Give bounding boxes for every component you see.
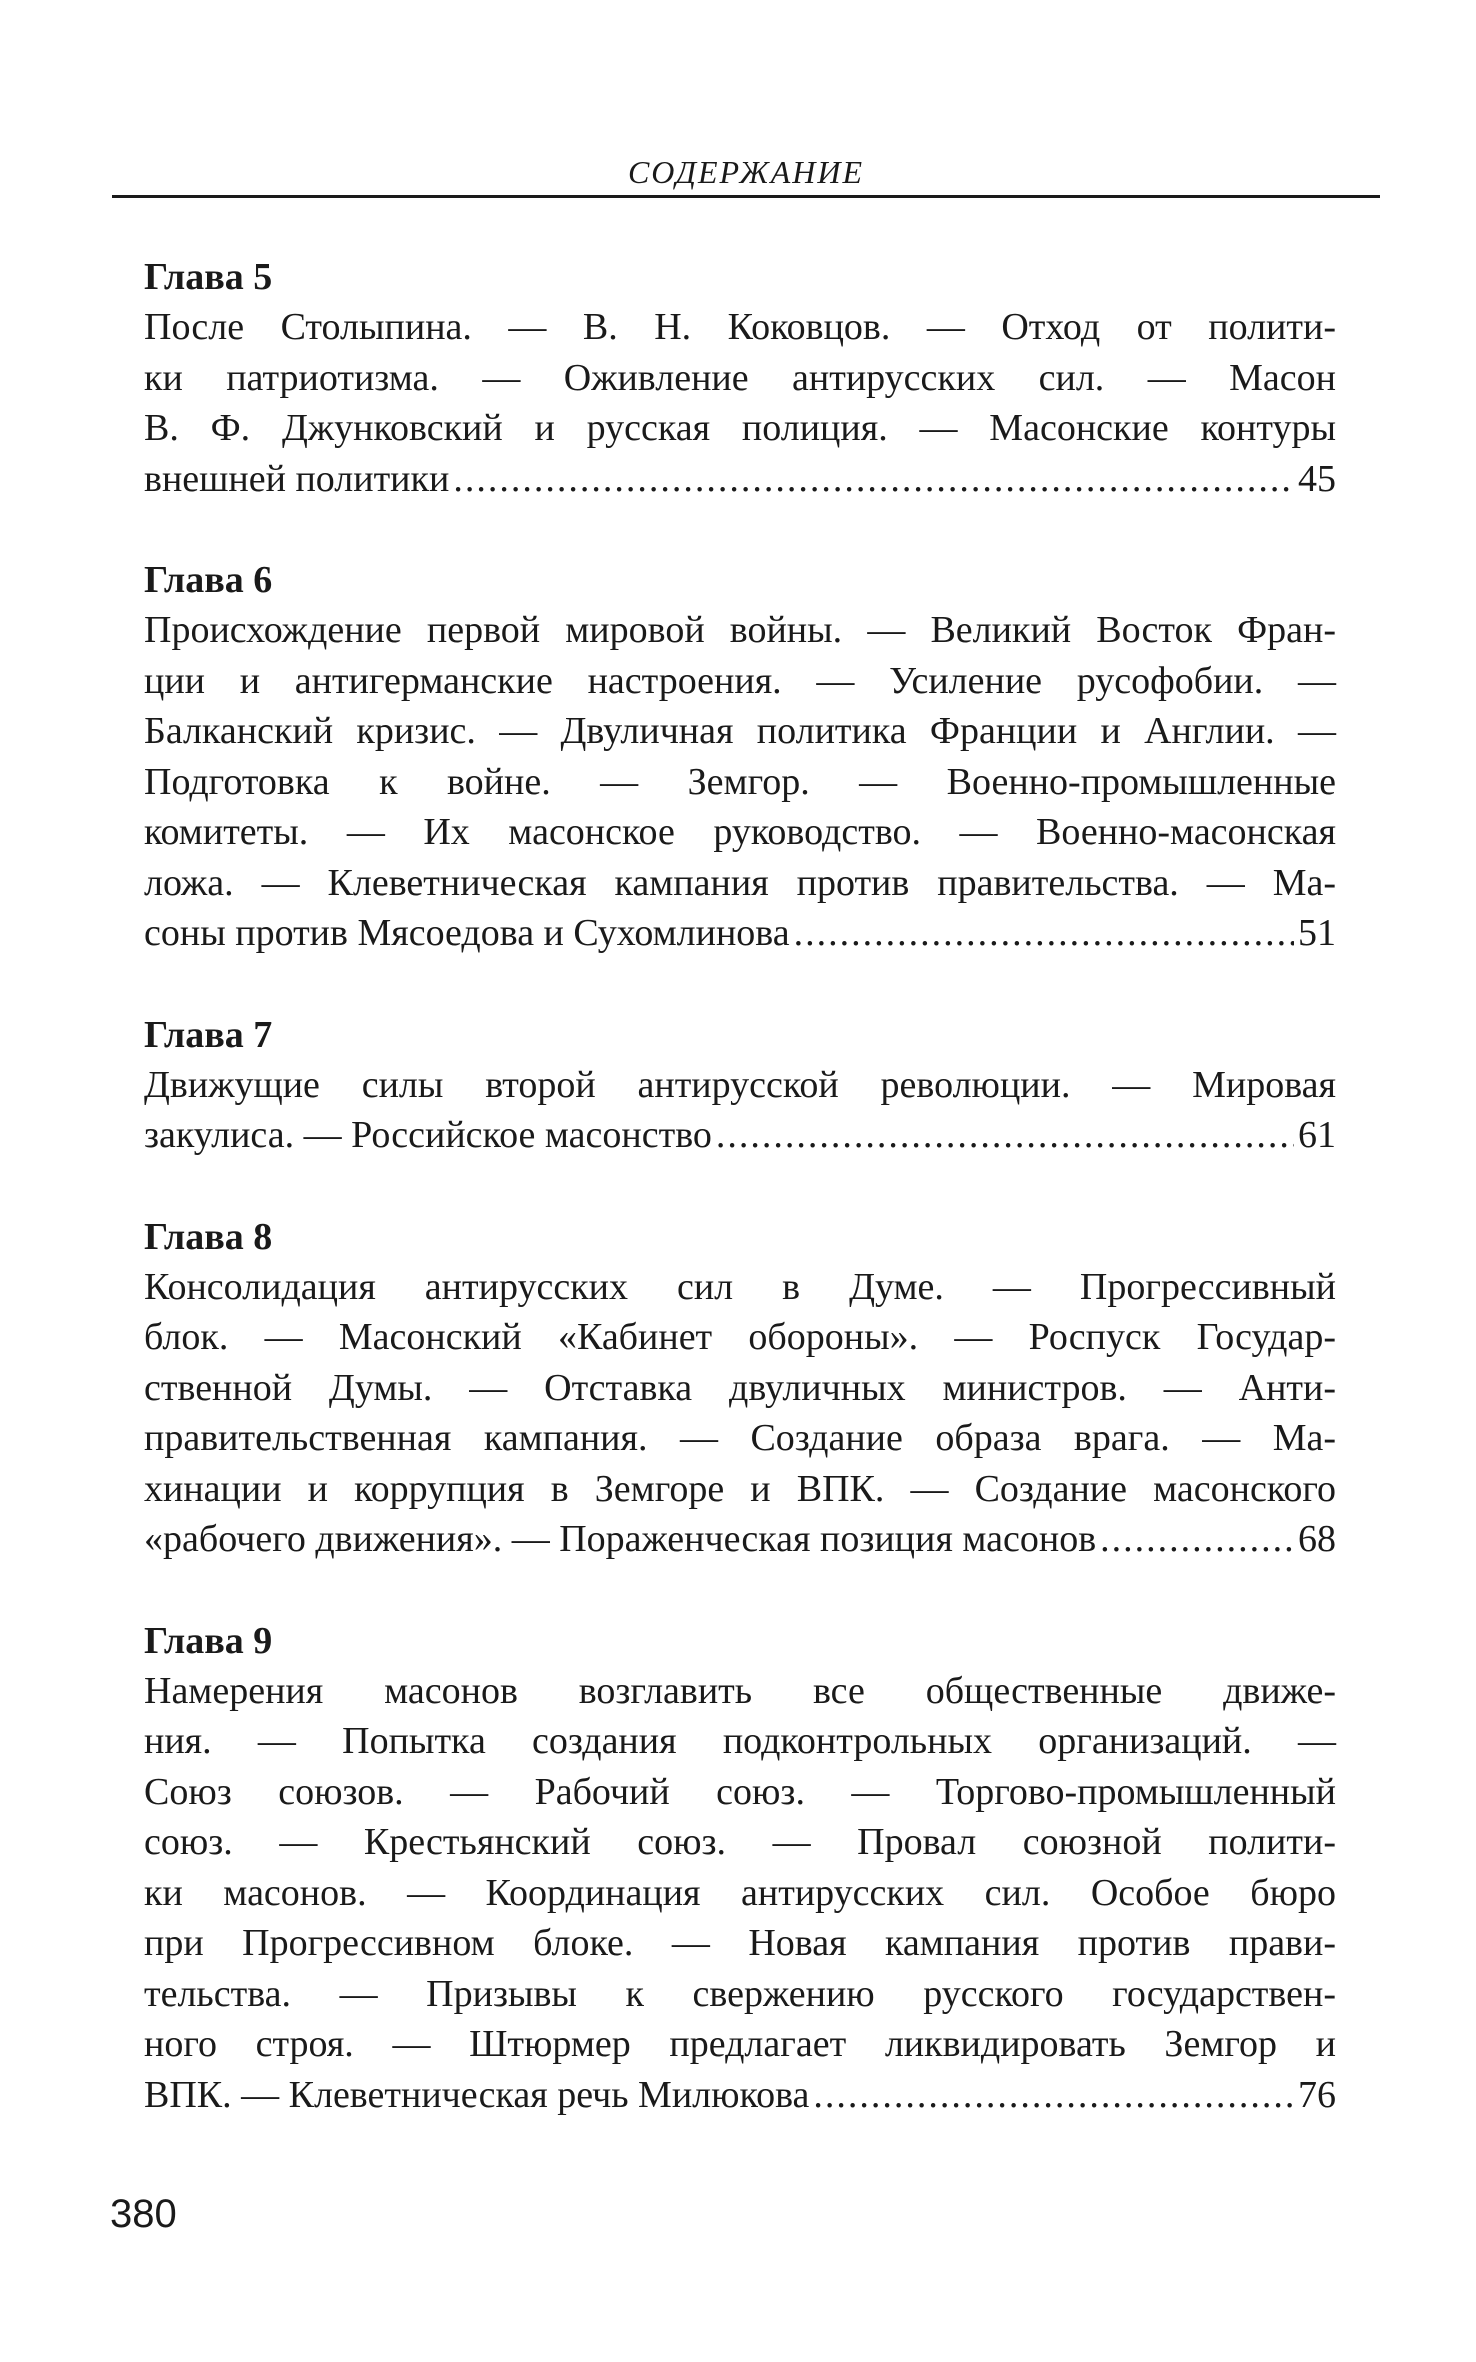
description-line-last: внешней политики xyxy=(144,457,450,500)
description-line: правительственная кампания. — Создание образа врага. — Ма- xyxy=(144,1417,1336,1459)
page-number: 68 xyxy=(1298,1518,1336,1560)
toc-leader-line xyxy=(144,2070,1336,2121)
description-line-last: ВПК. — Клеветническая речь Милюкова xyxy=(144,2073,810,2116)
dot-leaders xyxy=(716,1110,1294,1161)
description-line: ки масонов. — Координация антирусских сил. Особое бюро xyxy=(144,1871,1336,1914)
description-line: Происхождение первой мировой войны. — Великий Восток Фран- xyxy=(144,609,1336,651)
description-line: ственной Думы. — Отставка двуличных министров. — Анти- xyxy=(144,1366,1336,1409)
description-line: ложа. — Клеветническая кампания против правительства. — Ма- xyxy=(144,861,1336,904)
running-head: СОДЕРЖАНИЕ xyxy=(627,154,865,190)
toc-leader-line xyxy=(144,1514,1336,1565)
chapter-title: Глава 5 xyxy=(144,256,273,298)
toc-leader-line xyxy=(144,1110,1336,1161)
description-line-last: «рабочего движения». — Пораженческая позиция масонов xyxy=(144,1518,1097,1560)
description-line: Консолидация антирусских сил в Думе. — Прогрессивный xyxy=(144,1265,1336,1308)
toc-leader-line xyxy=(144,454,1336,505)
description-line: Подготовка к войне. — Земгор. — Военно-промышленные xyxy=(144,760,1336,803)
chapter-description xyxy=(144,1060,1336,1161)
chapter-description xyxy=(144,1666,1336,2121)
description-line: Балканский кризис. — Двуличная политика Франции и Англии. — xyxy=(144,710,1336,752)
description-line: Намерения масонов возглавить все общественные движе- xyxy=(144,1669,1336,1712)
dot-leaders xyxy=(453,454,1294,505)
description-line: тельства. — Призывы к свержению русского государствен- xyxy=(144,1972,1336,2015)
page-number: 76 xyxy=(1298,2073,1336,2116)
chapter-title: Глава 7 xyxy=(144,1013,273,1056)
description-line: при Прогрессивном блоке. — Новая кампания против прави- xyxy=(144,1922,1336,1964)
header-rule xyxy=(112,195,1380,198)
description-line: ции и антигерманские настроения. — Усиление русофобии. — xyxy=(144,659,1336,702)
toc-entry-chapter-6 xyxy=(144,555,1336,959)
description-line: комитеты. — Их масонское руководство. — Военно-масонская xyxy=(144,811,1336,853)
dot-leaders xyxy=(813,2070,1294,2121)
toc-entry-chapter-7 xyxy=(144,1010,1336,1161)
description-line: хинации и коррупция в Земгоре и ВПК. — Создание масонского xyxy=(144,1467,1336,1510)
toc-entry-chapter-5 xyxy=(144,252,1336,504)
description-line-last: соны против Мясоедова и Сухомлинова xyxy=(144,912,790,954)
dot-leaders xyxy=(1100,1514,1294,1565)
chapter-description xyxy=(144,1262,1336,1565)
page-number: 61 xyxy=(1298,1114,1336,1156)
chapter-description xyxy=(144,302,1336,504)
page-number: 51 xyxy=(1298,912,1336,954)
description-line: После Столыпина. — В. Н. Коковцов. — Отход от полити- xyxy=(144,306,1336,348)
page-folio-number: 380 xyxy=(110,2192,177,2236)
table-of-contents xyxy=(144,252,1336,2171)
description-line: ния. — Попытка создания подконтрольных организаций. — xyxy=(144,1720,1336,1762)
description-line: блок. — Масонский «Кабинет обороны». — Роспуск Государ- xyxy=(144,1316,1336,1358)
description-line: ного строя. — Штюрмер предлагает ликвидировать Земгор и xyxy=(144,2023,1336,2065)
toc-leader-line xyxy=(144,908,1336,959)
description-line: ки патриотизма. — Оживление антирусских сил. — Масон xyxy=(144,356,1336,399)
description-line: Союз союзов. — Рабочий союз. — Торгово-промышленный xyxy=(144,1770,1336,1813)
chapter-title: Глава 9 xyxy=(144,1619,273,1662)
description-line: союз. — Крестьянский союз. — Провал союзной полити- xyxy=(144,1821,1336,1863)
toc-entry-chapter-9 xyxy=(144,1616,1336,2121)
chapter-title: Глава 6 xyxy=(144,559,273,601)
toc-entry-chapter-8 xyxy=(144,1212,1336,1565)
page-number: 45 xyxy=(1298,457,1336,500)
description-line: В. Ф. Джунковский и русская полиция. — Масонские контуры xyxy=(144,407,1336,449)
description-line: Движущие силы второй антирусской революции. — Мировая xyxy=(144,1063,1336,1106)
chapter-description xyxy=(144,605,1336,959)
dot-leaders xyxy=(794,908,1294,959)
description-line-last: закулиса. — Российское масонство xyxy=(144,1114,712,1156)
chapter-title: Глава 8 xyxy=(144,1215,273,1258)
